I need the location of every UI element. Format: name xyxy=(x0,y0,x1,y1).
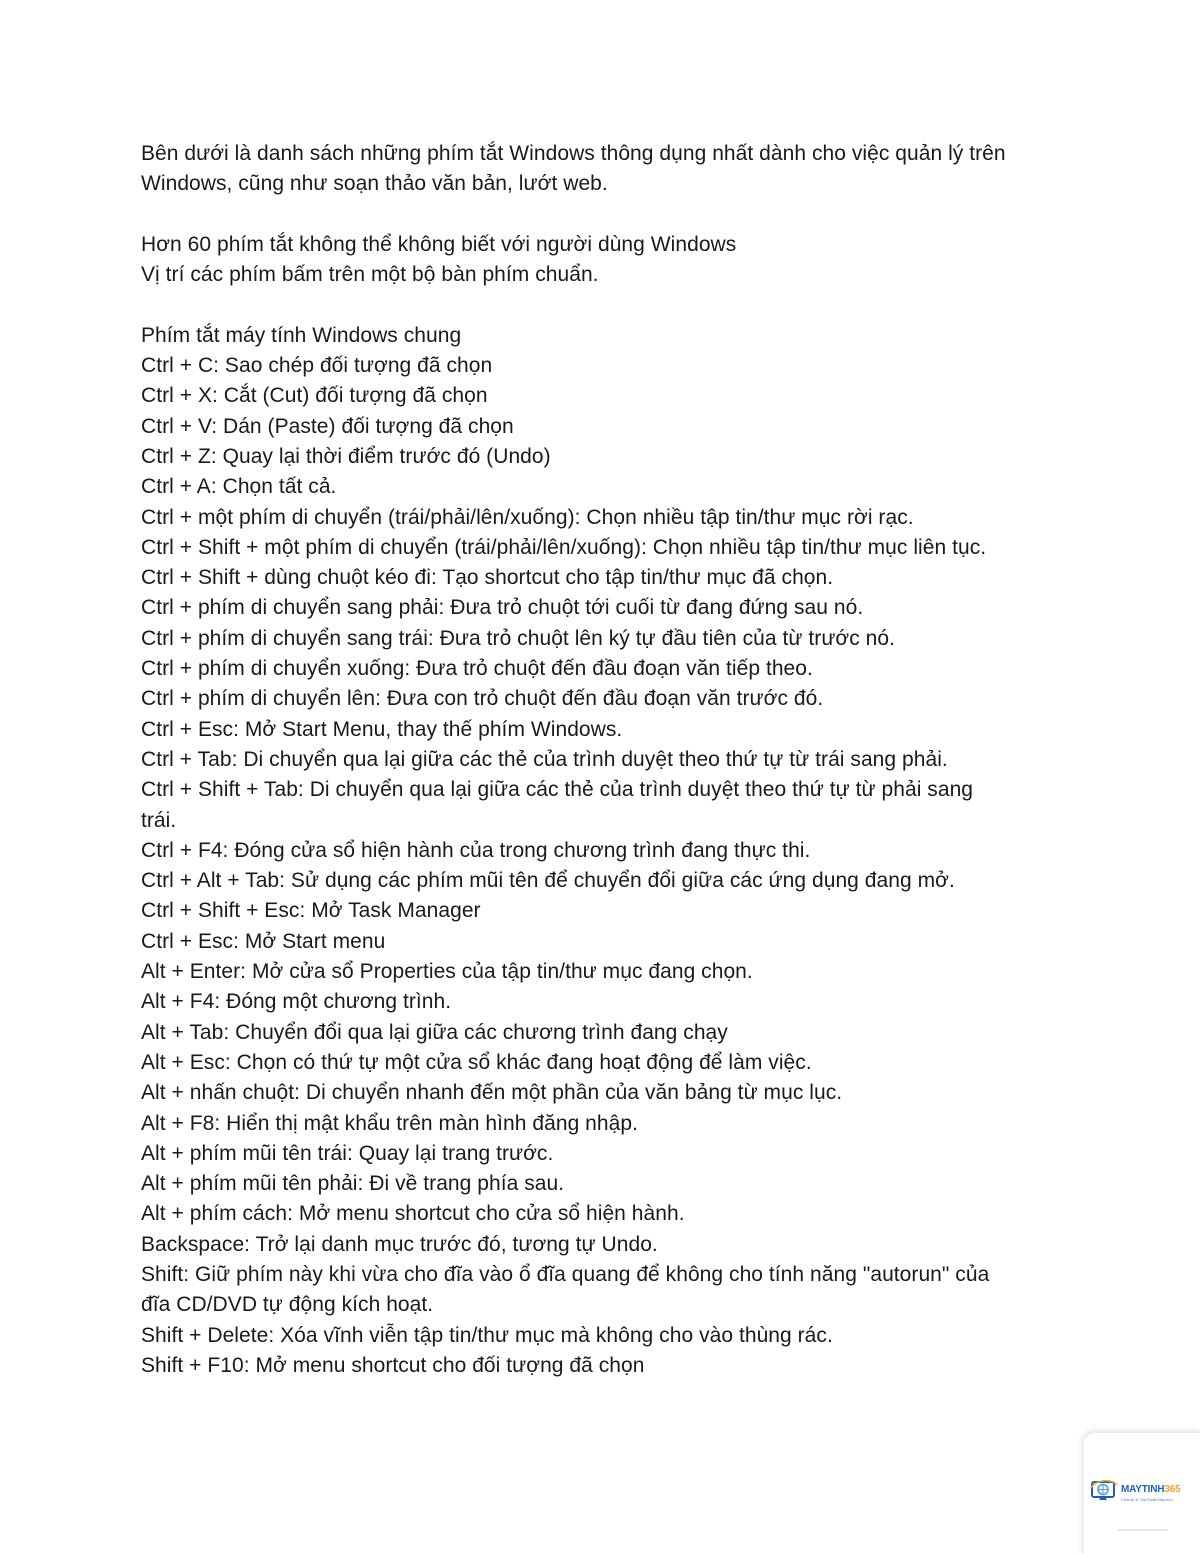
shortcut-line: Alt + Tab: Chuyển đổi qua lại giữa các chương trình đang chạy xyxy=(141,1020,728,1044)
shortcut-line: Ctrl + A: Chọn tất cả. xyxy=(141,475,337,499)
shortcut-line: Alt + F8: Hiển thị mật khẩu trên màn hình đăng nhập. xyxy=(141,1111,638,1135)
document-body xyxy=(141,139,1071,1381)
shortcut-line: Ctrl + Alt + Tab: Sử dụng các phím mũi tên để chuyển đổi giữa các ứng dụng đang mở. xyxy=(141,869,955,893)
shortcut-line: Shift + Delete: Xóa vĩnh viễn tập tin/thư mục mà không cho vào thùng rác. xyxy=(141,1323,833,1347)
intro-line-1: Bên dưới là danh sách những phím tắt Windows thông dụng nhất dành cho việc quản lý trên xyxy=(141,142,1006,165)
shortcut-line: Alt + phím mũi tên phải: Đi về trang phía sau. xyxy=(141,1172,565,1196)
shortcut-line: Ctrl + phím di chuyển lên: Đưa con trỏ chuột đến đầu đoạn văn trước đó. xyxy=(141,687,824,711)
headline-line-2: Vị trí các phím bấm trên một bộ bàn phím chuẩn. xyxy=(141,263,599,287)
shortcut-line: trái. xyxy=(141,808,177,832)
shortcut-line: Ctrl + Tab: Di chuyển qua lại giữa các thẻ của trình duyệt theo thứ tự từ trái sang phải. xyxy=(141,747,948,771)
shortcut-line: Ctrl + Esc: Mở Start menu xyxy=(141,929,386,953)
shortcut-line: Ctrl + một phím di chuyển (trái/phải/lên/xuống): Chọn nhiều tập tin/thư mục rời rạc. xyxy=(141,505,914,529)
shortcut-line: Ctrl + Shift + Tab: Di chuyển qua lại giữa các thẻ của trình duyệt theo thứ tự từ phải sang xyxy=(141,778,974,802)
shortcut-line: Alt + Enter: Mở cửa sổ Properties của tập tin/thư mục đang chọn. xyxy=(141,960,753,984)
shortcut-line: Ctrl + Z: Quay lại thời điểm trước đó (Undo) xyxy=(141,444,551,468)
intro-line-2: Windows, cũng như soạn thảo văn bản, lướt web. xyxy=(141,172,608,196)
shortcut-line: Ctrl + Esc: Mở Start Menu, thay thế phím Windows. xyxy=(141,717,623,741)
shortcut-line: Alt + Esc: Chọn có thứ tự một cửa sổ khác đang hoạt động để làm việc. xyxy=(141,1050,812,1074)
shortcut-line: Shift: Giữ phím này khi vừa cho đĩa vào ổ đĩa quang để không cho tính năng "autorun" của xyxy=(141,1262,990,1286)
shortcut-line: Ctrl + F4: Đóng cửa sổ hiện hành của trong chương trình đang thực thi. xyxy=(141,838,811,862)
monitor-globe-icon xyxy=(1089,1476,1119,1506)
shortcut-line: Ctrl + V: Dán (Paste) đối tượng đã chọn xyxy=(141,414,514,438)
logo-footer-line xyxy=(1118,1529,1168,1531)
shortcut-line: Backspace: Trở lại danh mục trước đó, tương tự Undo. xyxy=(141,1232,658,1256)
section-title: Phím tắt máy tính Windows chung xyxy=(141,323,462,347)
shortcut-line: Alt + F4: Đóng một chương trình. xyxy=(141,990,452,1014)
shortcut-line: Ctrl + Shift + Esc: Mở Task Manager xyxy=(141,899,481,923)
shortcut-line: đĩa CD/DVD tự động kích hoạt. xyxy=(141,1293,434,1317)
watermark-logo-card xyxy=(1083,1432,1200,1554)
shortcut-line: Ctrl + Shift + một phím di chuyển (trái/phải/lên/xuống): Chọn nhiều tập tin/thư mục liên tục. xyxy=(141,535,987,559)
shortcut-line: Ctrl + Shift + dùng chuột kéo đi: Tạo shortcut cho tập tin/thư mục đã chọn. xyxy=(141,566,834,590)
shortcut-line: Ctrl + phím di chuyển sang trái: Đưa trỏ chuột lên ký tự đầu tiên của từ trước nó. xyxy=(141,626,896,650)
shortcut-line: Alt + nhấn chuột: Di chuyển nhanh đến một phần của văn bảng từ mục lục. xyxy=(141,1081,843,1105)
shortcut-line: Alt + phím mũi tên trái: Quay lại trang trước. xyxy=(141,1141,554,1165)
paragraph-gap xyxy=(141,290,1071,320)
shortcut-line: Ctrl + phím di chuyển sang phải: Đưa trỏ chuột tới cuối từ đang đứng sau nó. xyxy=(141,596,864,620)
headline-line-1: Hơn 60 phím tắt không thể không biết với người dùng Windows xyxy=(141,232,737,256)
logo-wordmark: MAYTINH365 xyxy=(1121,1484,1181,1495)
shortcut-line: Ctrl + phím di chuyển xuống: Đưa trỏ chuột đến đầu đoạn văn tiếp theo. xyxy=(141,657,813,681)
shortcut-line: Shift + F10: Mở menu shortcut cho đối tượng đã chọn xyxy=(141,1353,645,1377)
paragraph-gap xyxy=(141,200,1071,230)
shortcut-line: Alt + phím cách: Mở menu shortcut cho cửa sổ hiện hành. xyxy=(141,1202,685,1226)
shortcut-line: Ctrl + C: Sao chép đối tượng đã chọn xyxy=(141,354,493,378)
logo-tagline: Chia sẻ & Thủ thuật Máy tính xyxy=(1121,1497,1173,1502)
shortcut-list xyxy=(141,351,1071,1381)
shortcut-line: Ctrl + X: Cắt (Cut) đối tượng đã chọn xyxy=(141,384,488,408)
